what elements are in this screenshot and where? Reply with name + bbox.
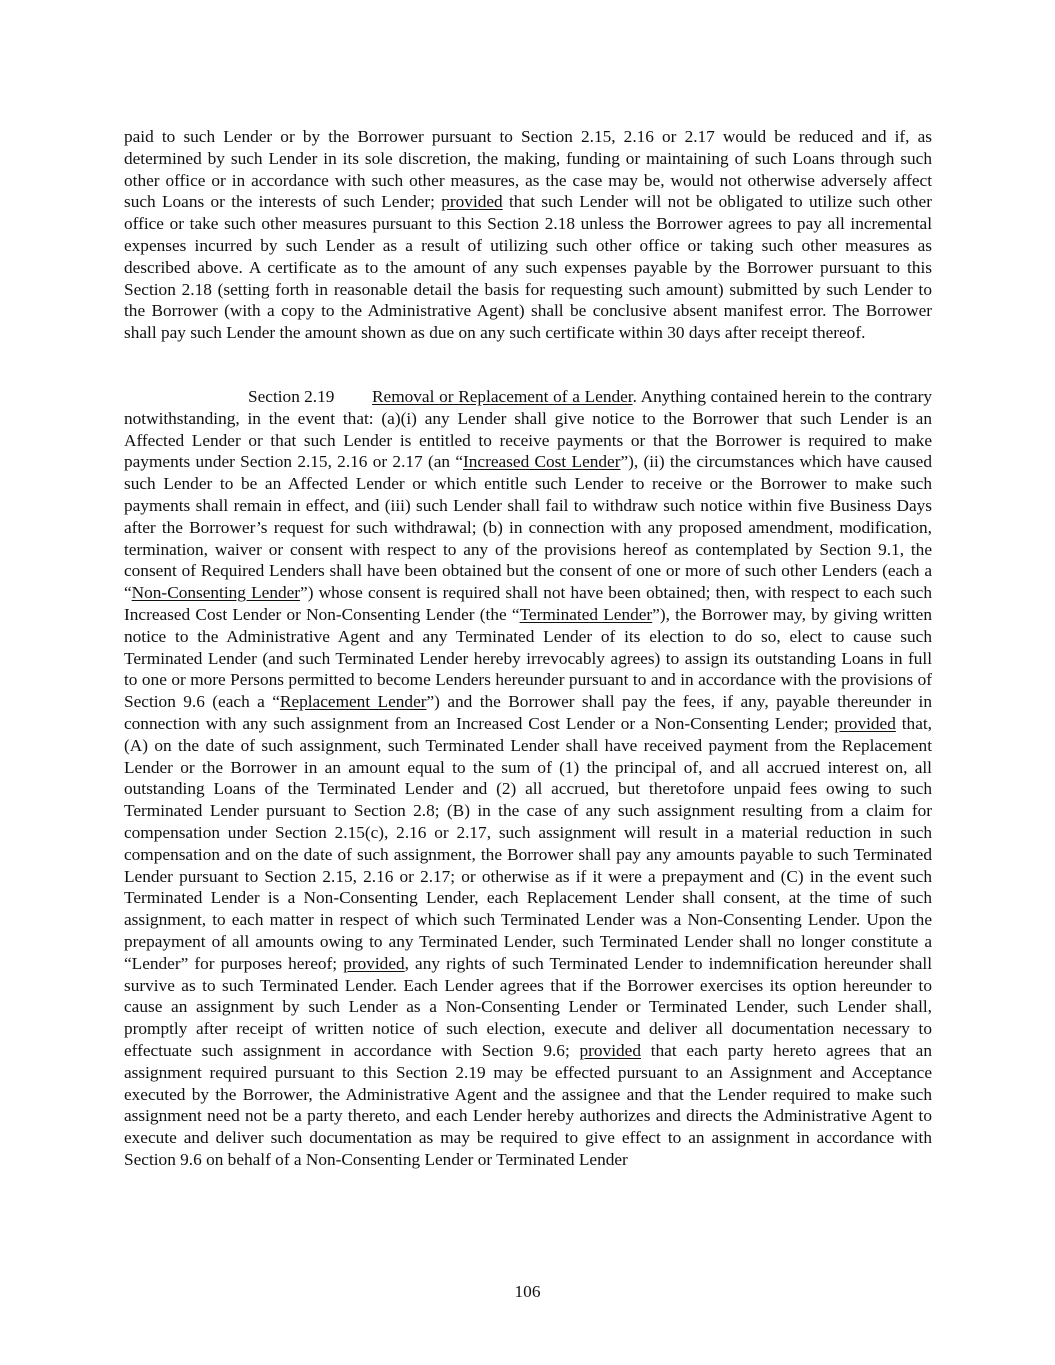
- paragraph-text: that such Lender will not be obligated to utilize such other office or take such other measures pursuant to this Section 2.18 unless the Borrower agrees to pay all incremental expenses incurred by such Lender as a result of utilizing such other office or taking such other measures as described above. A certificate as to the amount of any such expenses payable by the Borrower pursuant to this Section 2.18 (setting forth in reasonable detail the basis for requesting such amount) submitted by such Lender to the Borrower (with a copy to the Administrative Agent) shall be conclusive absent manifest error. The Borrower shall pay such Lender the amount shown as due on any such certificate within 30 days after receipt thereof.: [124, 192, 932, 343]
- paragraph-text: that each party hereto agrees that an assignment required pursuant to this Section 2.19 may be effected pursuant to an Assignment and Acceptance executed by the Borrower, the Administrative Agent and the assignee and that the Lender required to make such assignment need not be a party thereto, and each Lender hereby authorizes and directs the Administrative Agent to execute and deliver such documentation as may be required to give effect to an assignment in accordance with Section 9.6 on behalf of a Non-Consenting Lender or Terminated Lender: [124, 1040, 932, 1169]
- provided-term: provided: [579, 1040, 641, 1060]
- paragraph-text: that, (A) on the date of such assignment, such Terminated Lender shall have received payment from the Replacement Lender or the Borrower in an amount equal to the sum of (1) the principal of, and all accrued interest on, all outstanding Loans of the Terminated Lender and (2) all accrued, but theretofore unpaid fees owing to such Terminated Lender pursuant to Section 2.8; (B) in the case of any such assignment resulting from a claim for compensation under Section 2.15(c), 2.16 or 2.17, such assignment will result in a material reduction in such compensation and on the date of such assignment, the Borrower shall pay any amounts payable to such Terminated Lender pursuant to Section 2.15, 2.16 or 2.17; or otherwise as if it were a prepayment and (C) in the event such Terminated Lender is a Non-Consenting Lender, each Replacement Lender shall consent, at the time of such assignment, to each matter in respect of which such Terminated Lender was a Non-Consenting Lender. Upon the prepayment of all amounts owing to any Terminated Lender, such Terminated Lender shall no longer constitute a “Lender” for purposes hereof;: [124, 713, 932, 973]
- paragraph-section-2-19: [124, 386, 932, 1171]
- page-number: 106: [514, 1282, 541, 1301]
- section-heading: Removal or Replacement of a Lender: [372, 387, 633, 406]
- paragraph-text: ”), (ii) the circumstances which have caused such Lender to be an Affected Lender or which entitle such Lender to receive or the Borrower to make such payments shall remain in effect, and (iii) such Lender shall fail to withdraw such notice within five Business Days after the Borrower’s request for such withdrawal; (b) in connection with any proposed amendment, modification, termination, waiver or consent with respect to any of the provisions hereof as contemplated by Section 9.1, the consent of Required Lenders shall have been obtained but the consent of one or more of such other Lenders (each a “: [124, 452, 932, 603]
- provided-term: provided: [441, 192, 503, 212]
- defined-term-increased-cost-lender: Increased Cost Lender: [463, 452, 621, 472]
- defined-term-non-consenting-lender: Non-Consenting Lender: [131, 583, 301, 603]
- paragraph-text: . Anything contained herein to the contrary notwithstanding, in the event that: (a)(i) any Lender shall give notice to the Borrower that such Lender is an Affected Lender or that such Lender is entitled to receive payments or that the Borrower is required to make payments under Section 2.15, 2.16 or 2.17 (an “: [124, 387, 932, 472]
- paragraph-text: ”), the Borrower may, by giving written notice to the Administrative Agent and any Terminated Lender of its election to do so, elect to cause such Terminated Lender (and such Terminated Lender hereby irrevocably agrees) to assign its outstanding Loans in full to one or more Persons permitted to become Lenders hereunder pursuant to and in accordance with the provisions of Section 9.6 (each a “: [124, 604, 932, 712]
- paragraph-section-2-18-continuation: [124, 126, 932, 344]
- paragraph-text: , any rights of such Terminated Lender to indemnification hereunder shall survive as to such Terminated Lender. Each Lender agrees that if the Borrower exercises its option hereunder to cause an assignment by such Lender as a Non-Consenting Lender or Terminated Lender, such Lender shall, promptly after receipt of written notice of such election, execute and deliver all documentation necessary to effectuate such assignment in accordance with Section 9.6;: [124, 953, 932, 1060]
- section-number: Section 2.19: [248, 387, 335, 406]
- paragraph-text: paid to such Lender or by the Borrower pursuant to Section 2.15, 2.16 or 2.17 would be reduced and if, as determined by such Lender in its sole discretion, the making, funding or maintaining of such Loans through such other office or in accordance with such other measures, as the case may be, would not otherwise adversely affect such Loans or the interests of such Lender;: [124, 127, 932, 212]
- provided-term: provided: [834, 713, 896, 733]
- paragraph-text: ”) whose consent is required shall not have been obtained; then, with respect to each such Increased Cost Lender or Non-Consenting Lender (the “: [124, 583, 932, 624]
- defined-term-terminated-lender: Terminated Lender: [519, 604, 653, 624]
- defined-term-replacement-lender: Replacement Lender: [279, 692, 427, 712]
- paragraph-text: ”) and the Borrower shall pay the fees, if any, payable thereunder in connection with any such assignment from an Increased Cost Lender or a Non-Consenting Lender;: [124, 692, 932, 733]
- provided-term: provided: [343, 953, 405, 973]
